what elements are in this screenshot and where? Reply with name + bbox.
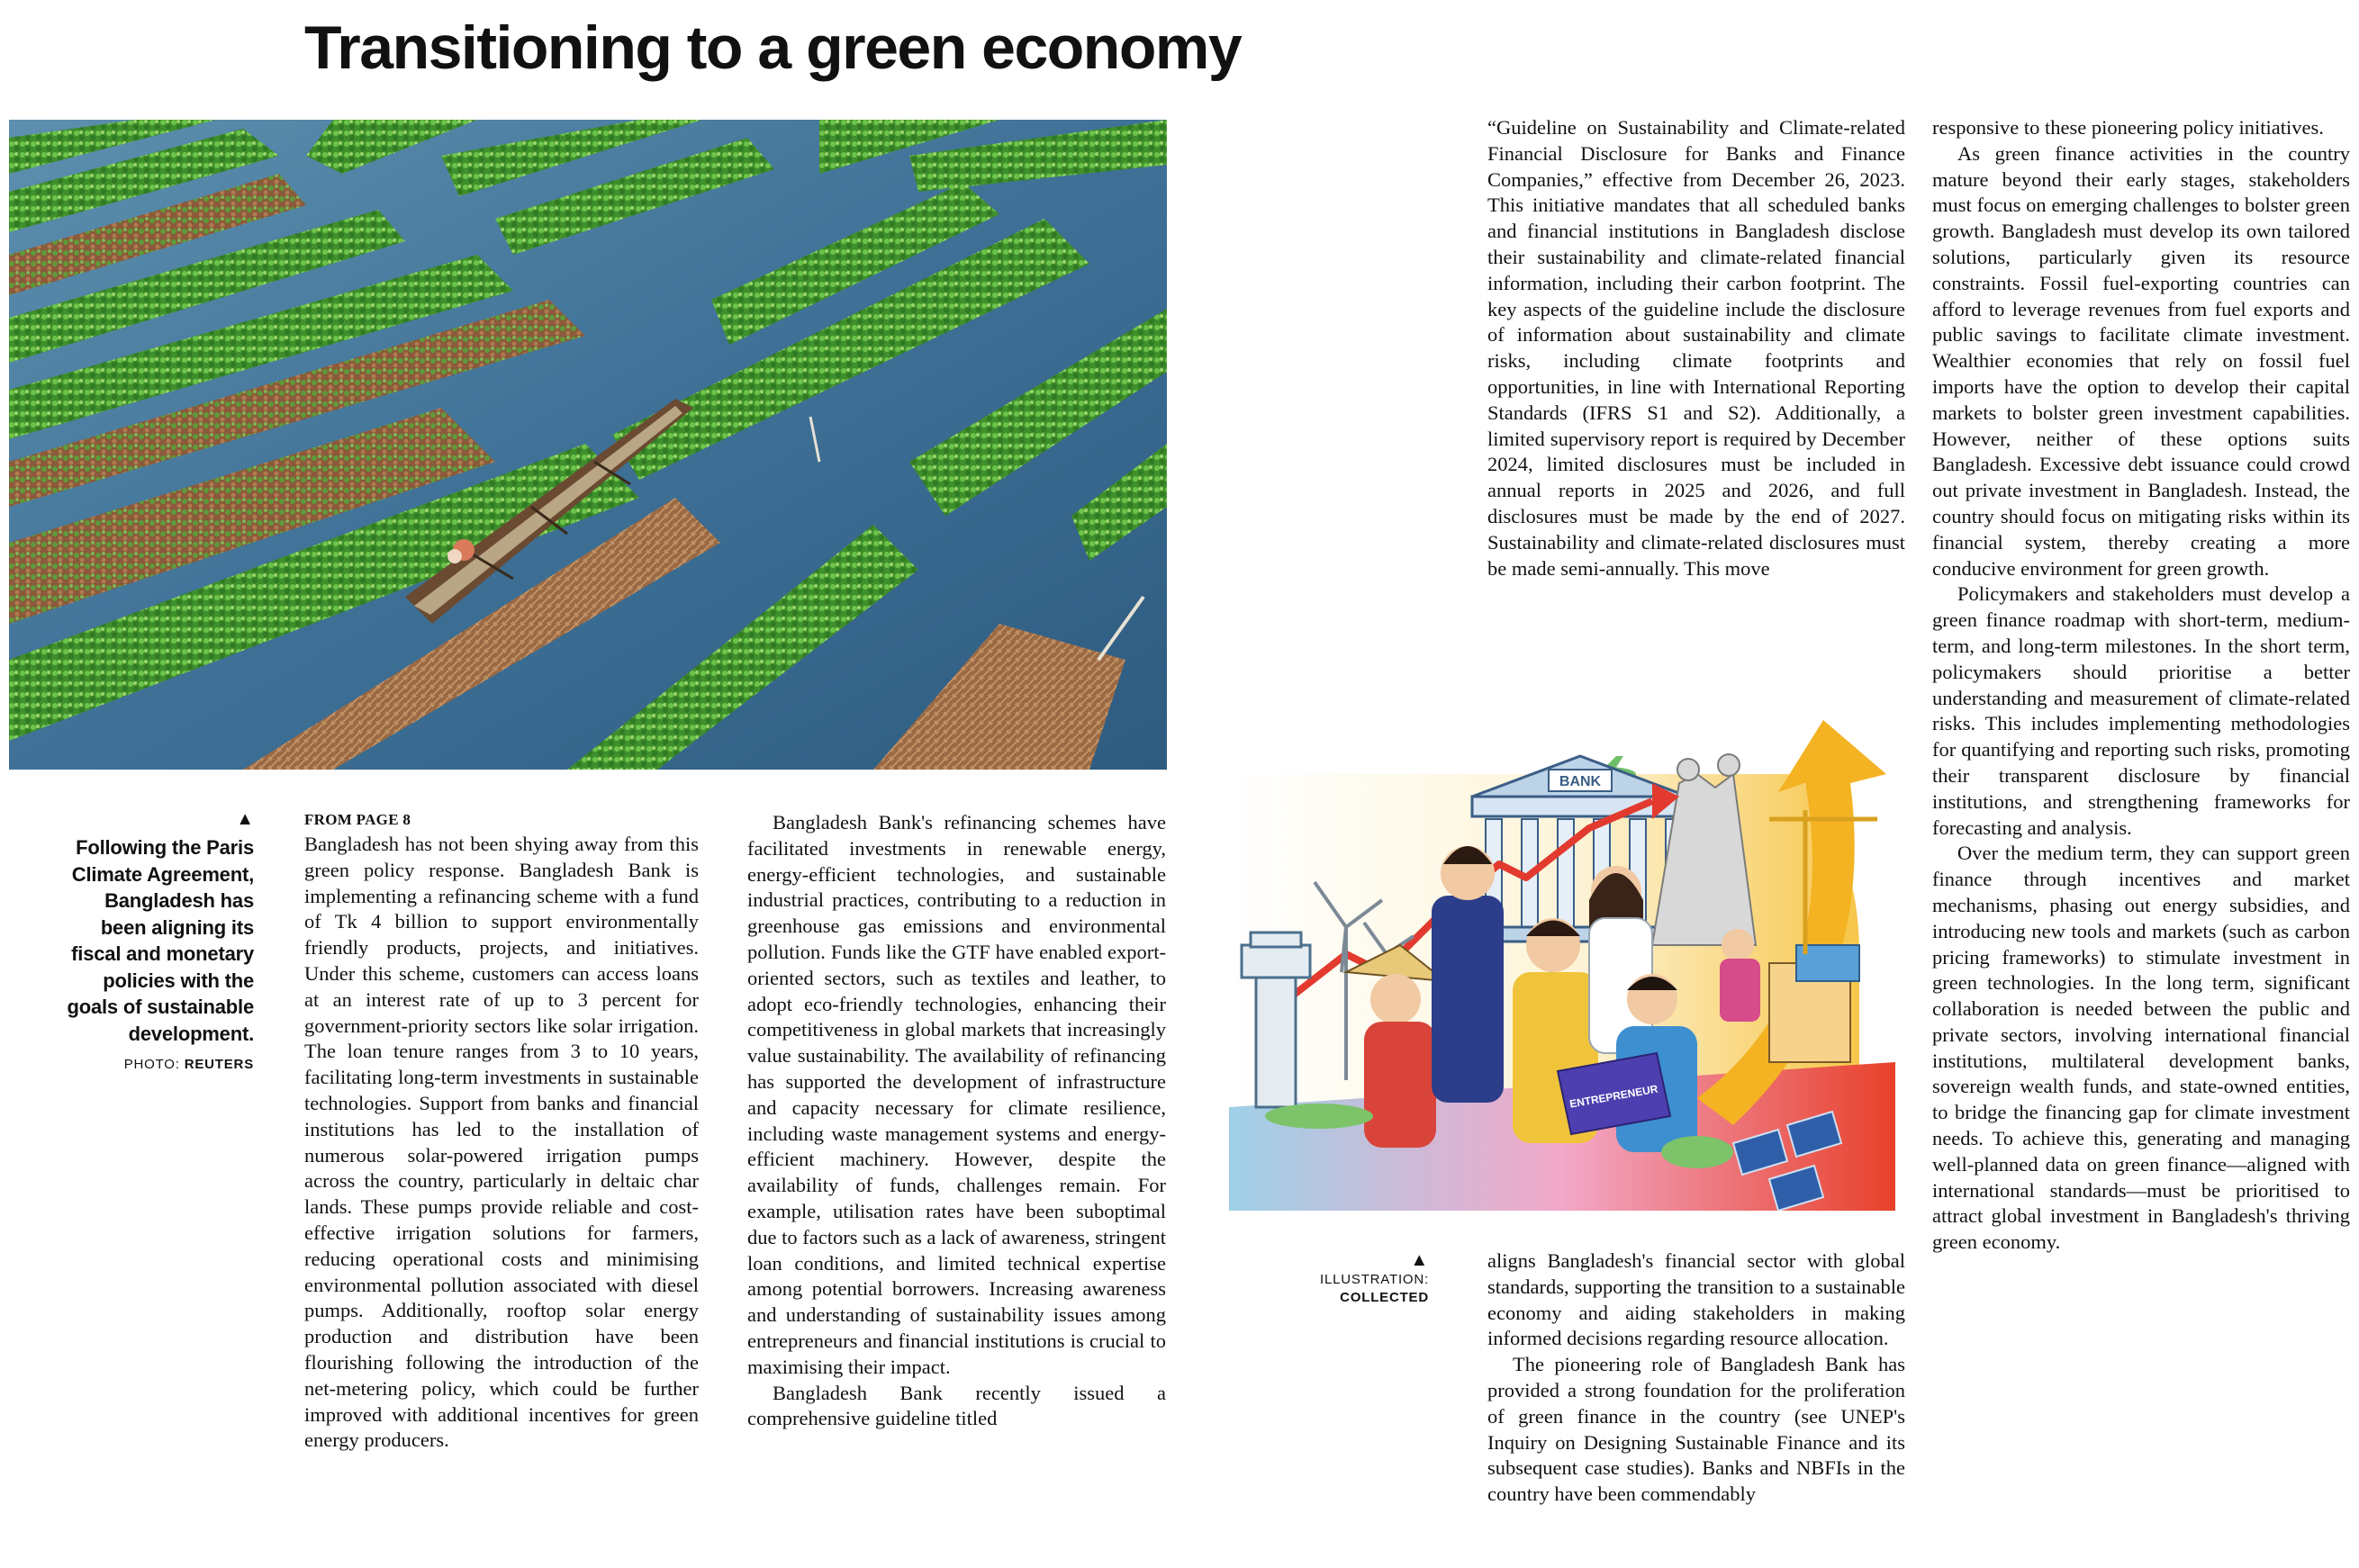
article-paragraph: aligns Bangladesh's financial sector with global standards, supporting the transition to a sustainable economy and aiding stakeholders in making informed decisions regarding resource allocation. (1487, 1249, 1905, 1350)
green-economy-illustration (1229, 720, 1895, 1211)
headline: Transitioning to a green economy (304, 14, 1242, 82)
article-paragraph: Over the medium term, they can support green finance through incentives and market mechanisms, phasing out energy subsidies, and introducing new tools and markets (such as carbon pricing frameworks) to stimulate investment in green technologies. In the long term, significant collaboration is needed between the public and private sectors, involving international financial institutions, multilateral development banks, sovereign wealth funds, and state-owned entities, to bridge the financing gap for climate investment needs. To achieve this, generating and managing well-planned data on green finance—aligned with international standards—must be prioritised to attract global investment in Bangladesh's thriving green economy. (1932, 842, 2350, 1254)
article-column-3-bottom (1487, 1248, 1905, 1508)
illustration-credit (1244, 1251, 1429, 1307)
illustration-credit-label: ILLUSTRATION: (1320, 1272, 1429, 1287)
continuation-kicker: FROM PAGE 8 (304, 811, 411, 828)
article-column-3-top (1487, 115, 1905, 581)
article-paragraph: responsive to these pioneering policy initiatives. (1932, 116, 2324, 139)
article-paragraph: Bangladesh has not been shying away from this green policy response. Bangladesh Bank is implementing a refinancing scheme with a fund of Tk 4 billion to support environmentally friendly products, projects, and initiatives. Under this scheme, customers can access loans at an interest rate of up to 3 percent for government-priority sectors like solar irrigation. The loan tenure ranges from 3 to 10 years, facilitating long-term investments in sustainable technologies. Support from banks and financial institutions has led to the installation of numerous solar-powered irrigation pumps across the country, particularly in deltaic char lands. These pumps provide reliable and cost-effective irrigation solutions for farmers, reducing operational costs and minimising environmental pollution associated with diesel pumps. Additionally, rooftop solar energy production and distribution have been flourishing following the introduction of the net-metering policy, which could be further improved with additional incentives for green energy producers. (304, 833, 699, 1452)
article-column-1 (304, 810, 699, 1454)
article-paragraph: “Guideline on Sustainability and Climate-related Financial Disclosure for Banks and Finance Companies,” effective from December 26, 2023. This initiative mandates that all scheduled banks and financial institutions in Bangladesh disclose their sustainability and climate-related financial information, including their carbon footprint. The key aspects of the guideline include the disclosure of information about sustainability and climate risks, including climate footprints and opportunities, in line with International Reporting Standards (IFRS S1 and S2). Additionally, a limited supervisory report is required by December 2024, limited disclosures must be included in annual reports in 2025 and 2026, and full disclosures must be made by the end of 2027. Sustainability and climate-related disclosures must be made semi-annually. This move (1487, 116, 1905, 580)
photo-caption: Following the Paris Climate Agreement, Bangladesh has been aligning its fiscal and monetary policies with the goals of sustainable development. (67, 836, 254, 1045)
article-column-4 (1932, 115, 2350, 1256)
laptop-label: ENTREPRENEUR (1568, 1082, 1659, 1111)
photo-caption-block (54, 810, 254, 1074)
floating-gardens-photo (9, 120, 1167, 770)
photo-credit-label: PHOTO: (123, 1057, 180, 1072)
article-paragraph: Bangladesh Bank recently issued a comprehensive guideline titled (747, 1381, 1166, 1430)
article-paragraph: Policymakers and stakeholders must develop a green finance roadmap with short-term, medium-term, and long-term milestones. In the short term, policymakers should prioritise a better understanding and measurement of climate-related risks. This includes implementing methodologies for quantifying and reporting such risks, promoting their transparent disclosure by financial institutions, and strengthening frameworks for forecasting and analysis. (1932, 582, 2350, 839)
article-paragraph: As green finance activities in the country mature beyond their early stages, stakeholders must focus on emerging challenges to bolster green growth. Bangladesh must develop its own tailored solutions, particularly given its resource constraints. Fossil fuel-exporting countries can afford to leverage revenues from fuel exports and public savings to facilitate climate investment. Wealthier economies that rely on fossil fuel imports have the option to develop their capital markets to bolster green investment capabilities. However, neither of these options suits Bangladesh. Excessive debt issuance could crowd out private investment in Bangladesh. Instead, the country should focus on mitigating risks within its financial system, thereby creating a more conducive environment for green growth. (1932, 141, 2350, 580)
article-paragraph: Bangladesh Bank's refinancing schemes have facilitated investments in renewable energy, energy-efficient technologies, and sustainable industrial practices, contributing to a reduction in greenhouse gas emissions and environmental pollution. Funds like the GTF have enabled export-oriented sectors, such as textiles and leather, to adopt eco-friendly technologies, enhancing their competitiveness in global markets that increasingly value sustainability. The availability of refinancing has supported the development of infrastructure and capacity necessary for climate resilience, including waste management systems and energy-efficient machinery. However, despite the availability of funds, challenges remain. For example, utilisation rates have been suboptimal due to factors such as a lack of awareness, stringent loan conditions, and limited technical expertise among potential borrowers. Increasing awareness and understanding of sustainability issues among entrepreneurs and financial institutions is crucial to maximising their impact. (747, 811, 1166, 1378)
photo-credit-source: REUTERS (184, 1057, 254, 1072)
illustration-pointer-icon: ▲ (1410, 1250, 1429, 1270)
bank-sign: BANK (1559, 774, 1602, 789)
photo-credit (54, 1056, 254, 1074)
article-paragraph: The pioneering role of Bangladesh Bank has provided a strong foundation for the proliferation of green finance in the country (see UNEP's Inquiry on Designing Sustainable Finance and its subsequent case studies). Banks and NBFIs in the country have been commendably (1487, 1353, 1905, 1506)
article-column-2 (747, 810, 1166, 1432)
caption-pointer-icon: ▲ (236, 809, 254, 829)
illustration-credit-source: COLLECTED (1340, 1290, 1429, 1305)
